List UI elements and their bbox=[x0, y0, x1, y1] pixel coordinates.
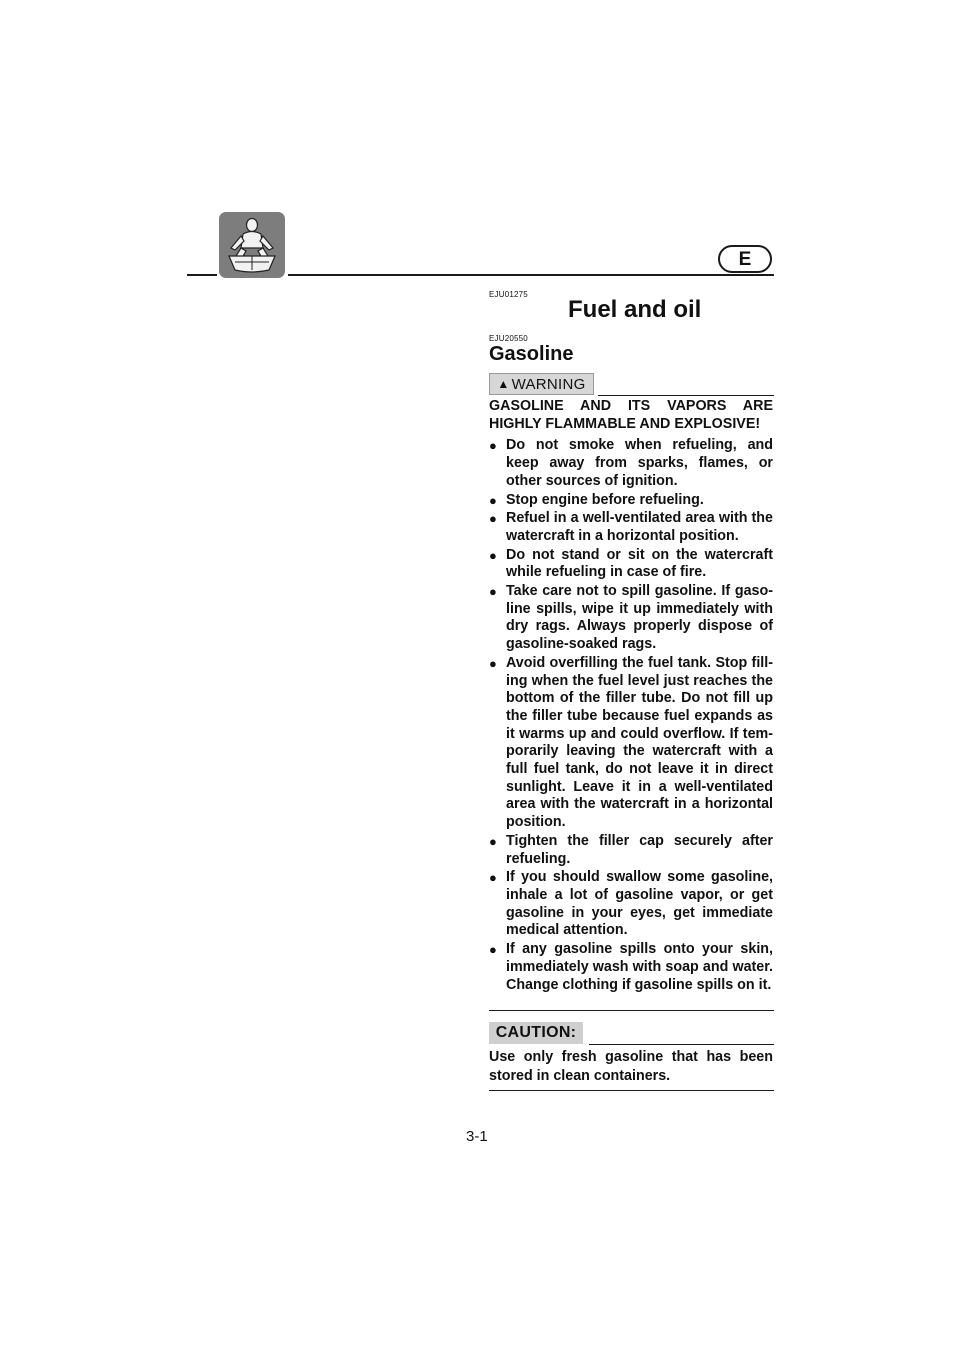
caution-badge: CAUTION: bbox=[489, 1022, 583, 1044]
warning-end-rule bbox=[489, 1010, 774, 1011]
caution-header bbox=[489, 1022, 774, 1048]
subsection-title: Gasoline bbox=[489, 343, 574, 365]
list-item: ● Take care not to spill gasoline. If gaso-line spills, wipe it up immediately with dry rags. Always properly dispose of gasoline-soaked rags. bbox=[489, 583, 773, 654]
caution-text: Use only fresh gasoline that has been stored in clean containers. bbox=[489, 1049, 773, 1084]
page-number: 3-1 bbox=[466, 1128, 488, 1145]
list-item: ● Do not smoke when refueling, and keep away from sparks, flames, or other sources of ignition. bbox=[489, 437, 773, 490]
subsection-code: EJU20550 bbox=[489, 334, 528, 343]
warning-label: WARNING bbox=[511, 375, 586, 393]
warning-list bbox=[489, 437, 773, 994]
warning-header bbox=[489, 373, 774, 398]
warning-rule bbox=[598, 395, 774, 396]
warning-intro: GASOLINE AND ITS VAPORS ARE HIGHLY FLAMMABLE AND EXPLOSIVE! bbox=[489, 398, 773, 432]
warning-body bbox=[489, 398, 773, 995]
watercraft-rider-icon bbox=[219, 212, 285, 278]
list-item: ● Tighten the filler cap securely after refueling. bbox=[489, 833, 773, 868]
caution-rule bbox=[589, 1044, 774, 1045]
list-item: ● Do not stand or sit on the watercraft while refueling in case of fire. bbox=[489, 547, 773, 582]
list-item: ● If you should swallow some gasoline, inhale a lot of gasoline vapor, or get gasoline in your eyes, get immediate medical attention. bbox=[489, 869, 773, 940]
list-item: ● Refuel in a well-ventilated area with the watercraft in a horizontal position. bbox=[489, 510, 773, 545]
section-code: EJU01275 bbox=[489, 290, 528, 299]
list-item: ● If any gasoline spills onto your skin, immediately wash with soap and water. Change clothing if gasoline spills on it. bbox=[489, 941, 773, 994]
language-badge: E bbox=[718, 245, 772, 273]
header-rule-left bbox=[187, 274, 217, 276]
caution-end-rule bbox=[489, 1090, 774, 1091]
section-title: Fuel and oil bbox=[568, 296, 702, 323]
warning-triangle-icon: ▲ bbox=[497, 377, 510, 391]
header-rule-right bbox=[288, 274, 774, 276]
list-item: ● Stop engine before refueling. bbox=[489, 492, 773, 510]
warning-badge bbox=[489, 373, 594, 395]
list-item: ● Avoid overfilling the fuel tank. Stop fill-ing when the fuel level just reaches the bottom of the filler tube. Do not fill up the filler tube because fuel expands as it warms up and could overflow. If tem-porarily leaving the watercraft with a full fuel tank, do not leave it in direct sunlight. Leave it in a well-ventilated area with the watercraft in a horizontal position. bbox=[489, 655, 773, 832]
